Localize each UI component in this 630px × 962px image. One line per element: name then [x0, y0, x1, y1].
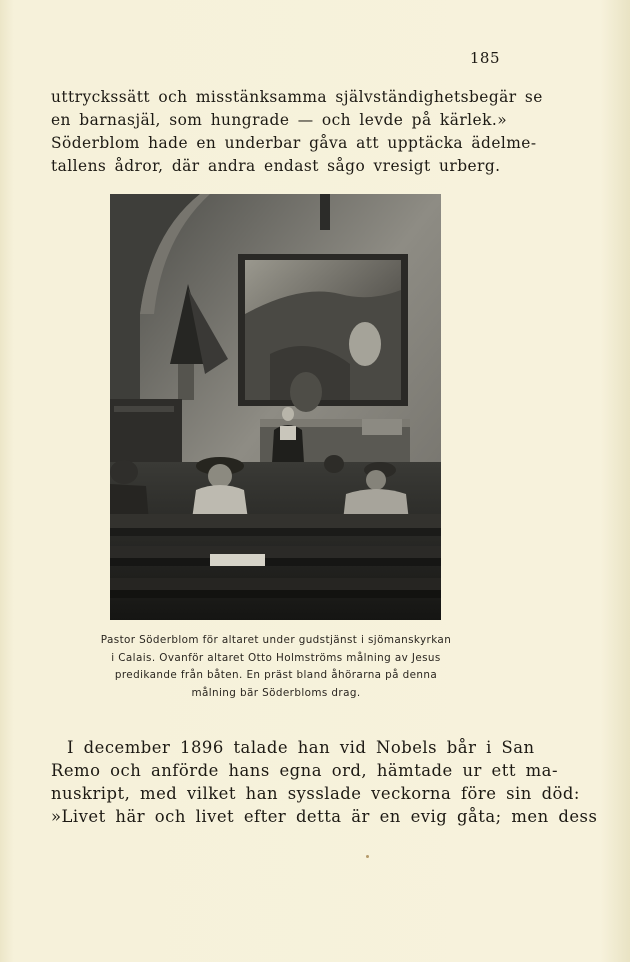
- paper-speck: [366, 855, 369, 858]
- text-line: Remo och anförde hans egna ord, hämtade ur ett ma-: [51, 761, 558, 780]
- caption-line: predikande från båten. En präst bland åhörarna på denna: [114, 669, 438, 681]
- text-line: Söderblom hade en underbar gåva att upptäcka ädelme-: [51, 134, 537, 152]
- caption-line: Pastor Söderblom för altaret under gudstjänst i sjömanskyrkan: [100, 634, 452, 646]
- church-photograph: [110, 194, 441, 620]
- caption-line: målning bär Söderbloms drag.: [191, 686, 361, 699]
- page-number: 185: [469, 49, 500, 67]
- paragraph-top: [51, 86, 543, 178]
- paragraph-bottom: [51, 736, 598, 828]
- text-line: uttryckssätt och misstänksamma självständighetsbegär se: [51, 88, 543, 106]
- text-line: »Livet här och livet efter detta är en evig gåta; men dess: [51, 807, 598, 826]
- text-line: nuskript, med vilket han sysslade veckorna före sin död:: [51, 784, 580, 803]
- text-line: tallens ådror, där andra endast sågo vresigt urberg.: [51, 157, 501, 175]
- caption-line: i Calais. Ovanför altaret Otto Holmströms målning av Jesus: [111, 651, 441, 664]
- photo-illustration: [110, 194, 441, 620]
- text-line: en barnasjäl, som hungrade — och levde på kärlek.»: [51, 111, 508, 129]
- text-line: I december 1896 talade han vid Nobels bår i San: [67, 738, 535, 757]
- photo-caption: [60, 632, 492, 702]
